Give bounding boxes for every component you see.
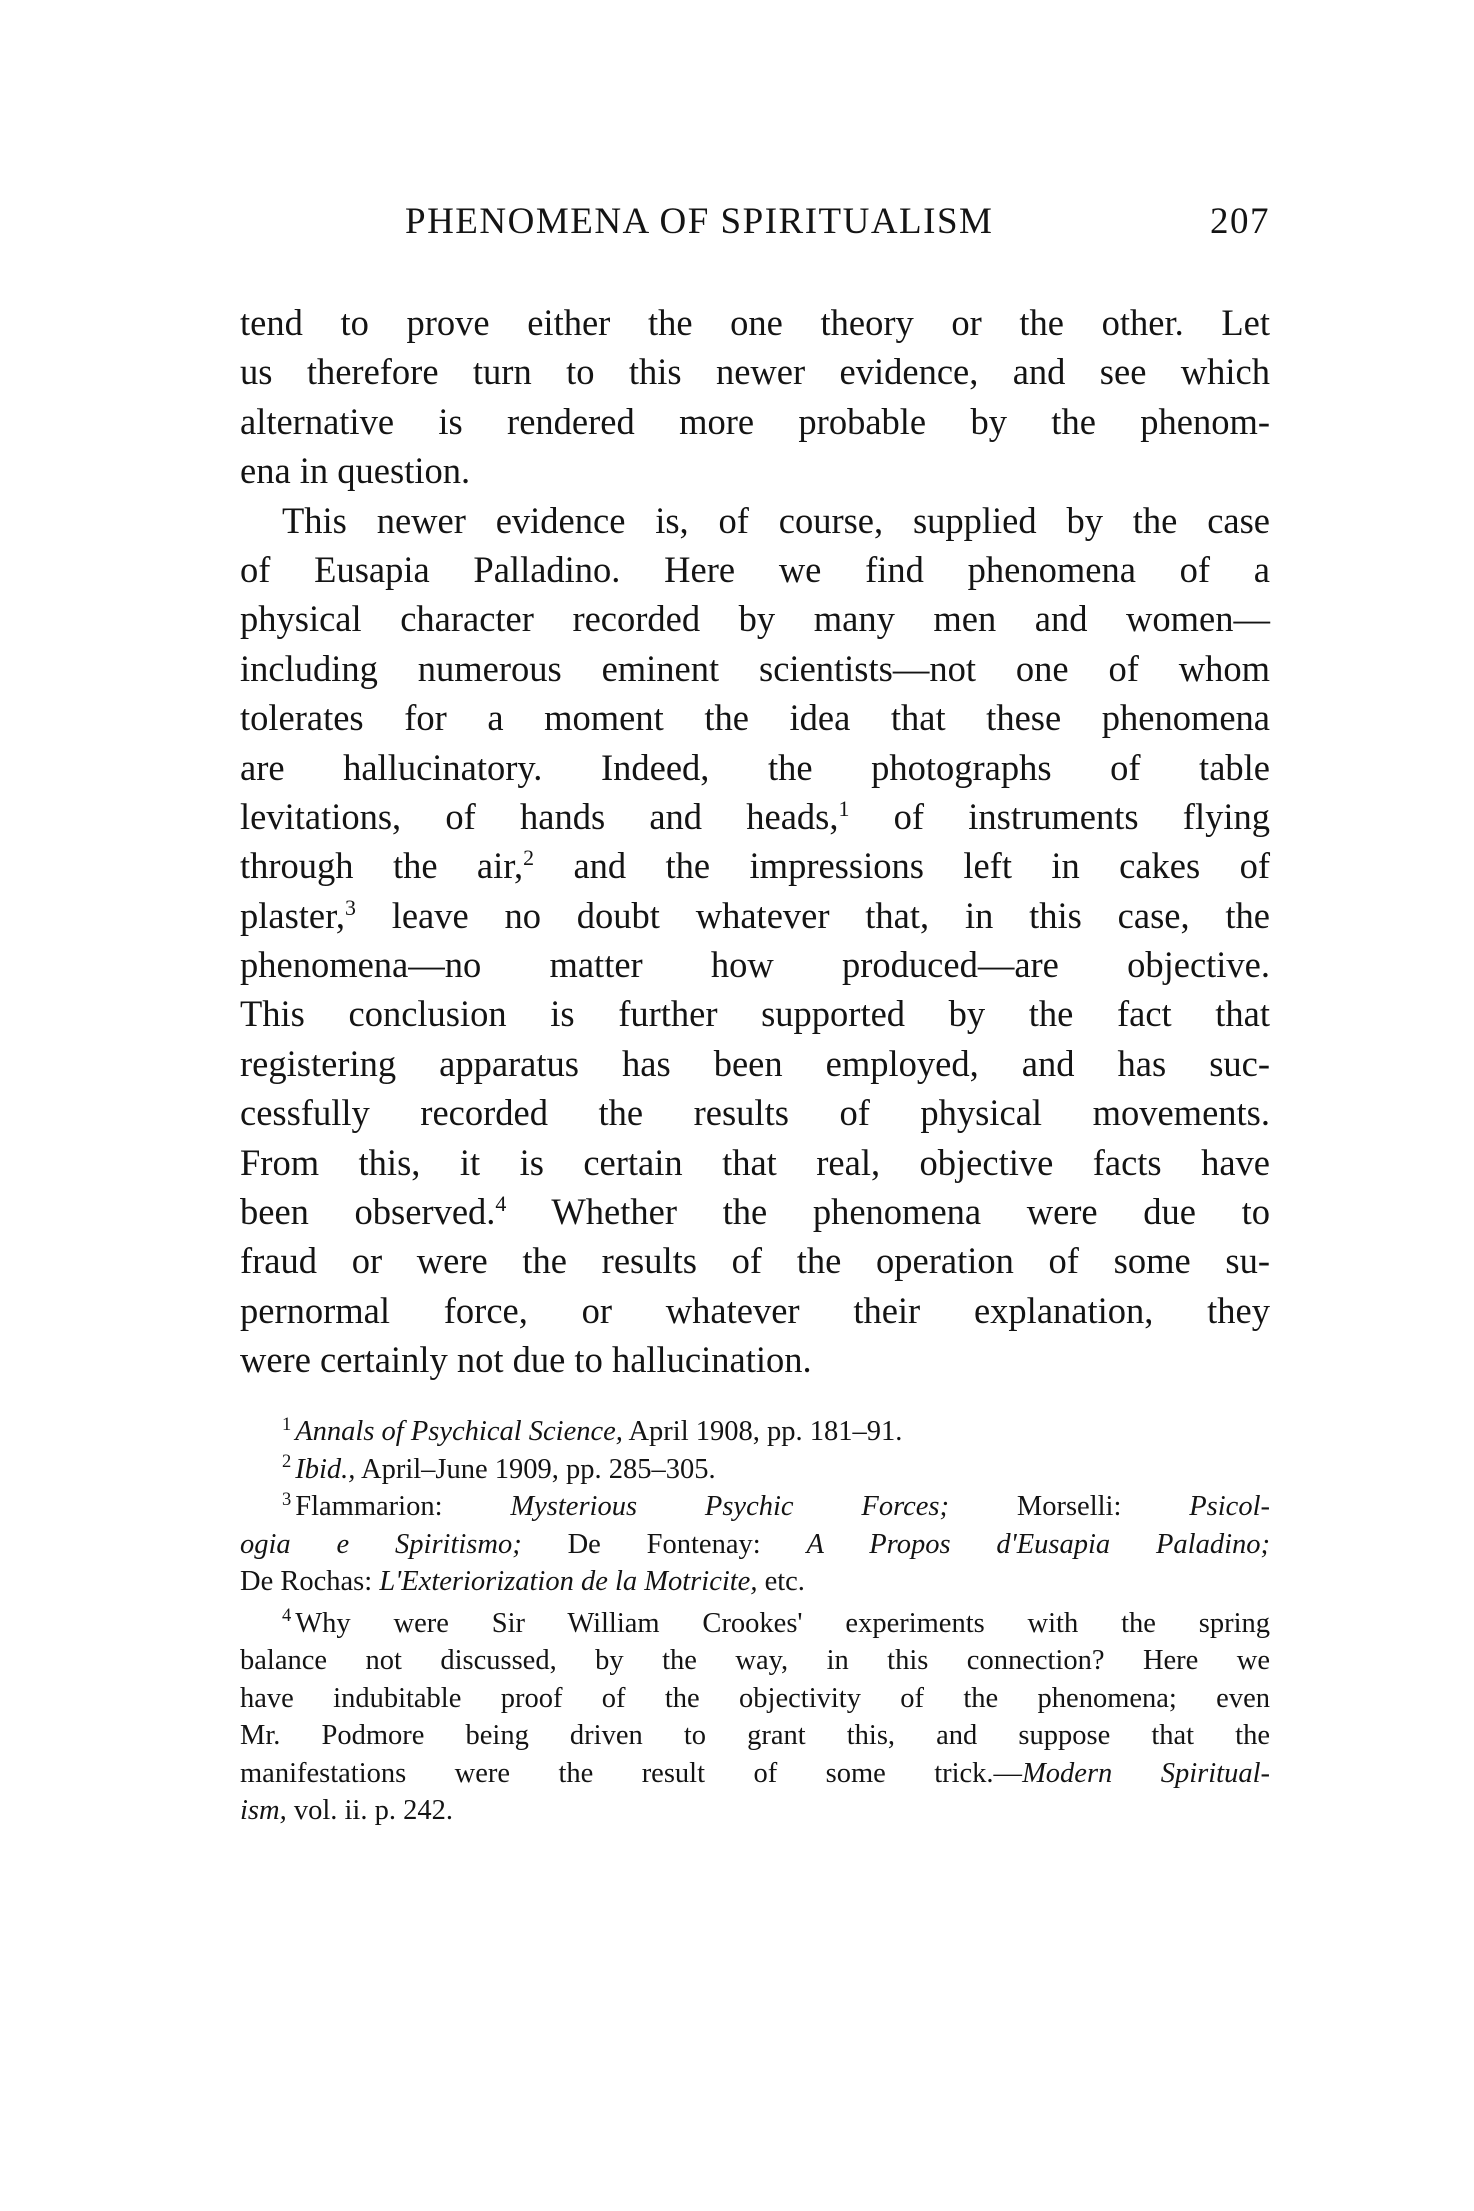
text-line: ena in question. — [240, 450, 471, 492]
text-line: tolerates for a moment the idea that these phenomena — [240, 697, 1270, 739]
text-line: were certainly not due to hallucination. — [240, 1339, 812, 1381]
running-head — [240, 200, 1270, 260]
footnote-4-line — [240, 1755, 1270, 1793]
footnote-number: 2 — [282, 1451, 292, 1472]
text-line: physical character recorded by many men and women— — [240, 598, 1270, 640]
text-line — [240, 1187, 1270, 1236]
text-line: are hallucinatory. Indeed, the photographs of table — [240, 746, 1270, 788]
text-line: us therefore turn to this newer evidence, and see which — [240, 351, 1270, 393]
footnote-number: 3 — [282, 1488, 292, 1510]
text-line — [240, 891, 1270, 940]
text-line — [240, 792, 1270, 841]
text-line: alternative is rendered more probable by the phenom- — [240, 400, 1270, 442]
page-number: 207 — [1210, 201, 1270, 242]
footnote-4-line — [240, 1792, 1270, 1830]
footnote-4-line: Mr. Podmore being driven to grant this, and suppose that the — [240, 1720, 1270, 1751]
footnote-source-title: Ibid., — [295, 1453, 356, 1485]
footnote-source-title: A Propos d'Eusapia Paladino; — [806, 1528, 1271, 1560]
footnote-ref-1: 1 — [838, 795, 850, 821]
footnote-text: etc. — [757, 1566, 805, 1597]
text-segment: and the impressions left in cakes of — [534, 845, 1271, 887]
footnotes — [240, 1413, 1270, 1830]
footnote-source-title: Modern Spiritual- — [1022, 1757, 1270, 1789]
footnote-text: Morselli: — [949, 1491, 1190, 1522]
footnote-text: De Rochas: — [240, 1566, 380, 1597]
footnote-source-title: L'Exteriorization de la Motricite, — [379, 1566, 758, 1597]
footnote-ref-3: 3 — [344, 894, 356, 920]
footnote-4-line: balance not discussed, by the way, in this connection? Here we — [240, 1645, 1270, 1676]
text-line: From this, it is certain that real, objective facts have — [240, 1141, 1270, 1183]
text-segment: through the air, — [240, 845, 524, 887]
text-segment: been observed. — [240, 1191, 496, 1233]
footnote-number: 4 — [282, 1605, 292, 1626]
text-line: pernormal force, or whatever their explanation, they — [240, 1289, 1270, 1331]
footnote-text: Flammarion: — [295, 1491, 511, 1522]
footnote-3-line — [240, 1488, 1270, 1526]
text-line: including numerous eminent scientists—not one of whom — [240, 647, 1270, 689]
footnote-text: De Fontenay: — [521, 1528, 807, 1560]
text-line: registering apparatus has been employed, and has suc- — [240, 1042, 1270, 1084]
text-line: fraud or were the results of the operation of some su- — [240, 1240, 1270, 1282]
text-line: phenomena—no matter how produced—are objective. — [240, 944, 1270, 986]
footnote-text: Why were Sir William Crookes' experiments with the spring — [295, 1607, 1270, 1639]
footnote-text: April–June 1909, pp. 285–305. — [355, 1453, 716, 1485]
footnote-source-title: ism, — [240, 1795, 287, 1826]
footnote-source-title: Annals of Psychical Science, — [295, 1416, 623, 1447]
footnote-text: vol. ii. p. 242. — [286, 1795, 453, 1826]
footnote-source-title: ogia e Spiritismo; — [240, 1528, 522, 1560]
footnote-number: 1 — [282, 1413, 292, 1435]
footnote-ref-4: 4 — [495, 1190, 507, 1216]
text-segment: plaster, — [240, 894, 345, 936]
text-line: This newer evidence is, of course, supplied by the case — [282, 499, 1270, 541]
text-segment: Whether the phenomena were due to — [506, 1191, 1270, 1233]
text-line — [240, 841, 1270, 890]
footnote-source-title: Psicol- — [1189, 1491, 1270, 1522]
footnote-1 — [240, 1413, 1270, 1451]
text-segment: of instruments flying — [849, 795, 1270, 837]
running-head-title: PHENOMENA OF SPIRITUALISM — [405, 201, 994, 242]
text-segment: levitations, of hands and heads, — [240, 795, 839, 837]
footnote-text: April 1908, pp. 181–91. — [622, 1416, 903, 1447]
footnote-4-line: have indubitable proof of the objectivity of the phenomena; even — [240, 1682, 1270, 1714]
text-line: cessfully recorded the results of physical movements. — [240, 1092, 1270, 1134]
text-line: tend to prove either the one theory or the other. Let — [240, 302, 1270, 343]
footnote-ref-2: 2 — [523, 845, 535, 871]
footnote-text: manifestations were the result of some trick.— — [240, 1757, 1023, 1789]
footnote-source-title: Mysterious Psychic Forces; — [510, 1491, 949, 1522]
main-text — [240, 298, 1270, 1385]
footnote-3-line — [240, 1526, 1270, 1564]
footnote-3-line — [240, 1563, 1270, 1601]
text-line: of Eusapia Palladino. Here we find phenomena of a — [240, 548, 1270, 590]
text-line: This conclusion is further supported by the fact that — [240, 993, 1270, 1035]
footnote-2 — [240, 1451, 1270, 1489]
footnote-4-line — [240, 1605, 1270, 1643]
text-segment: leave no doubt whatever that, in this case, the — [355, 894, 1270, 936]
